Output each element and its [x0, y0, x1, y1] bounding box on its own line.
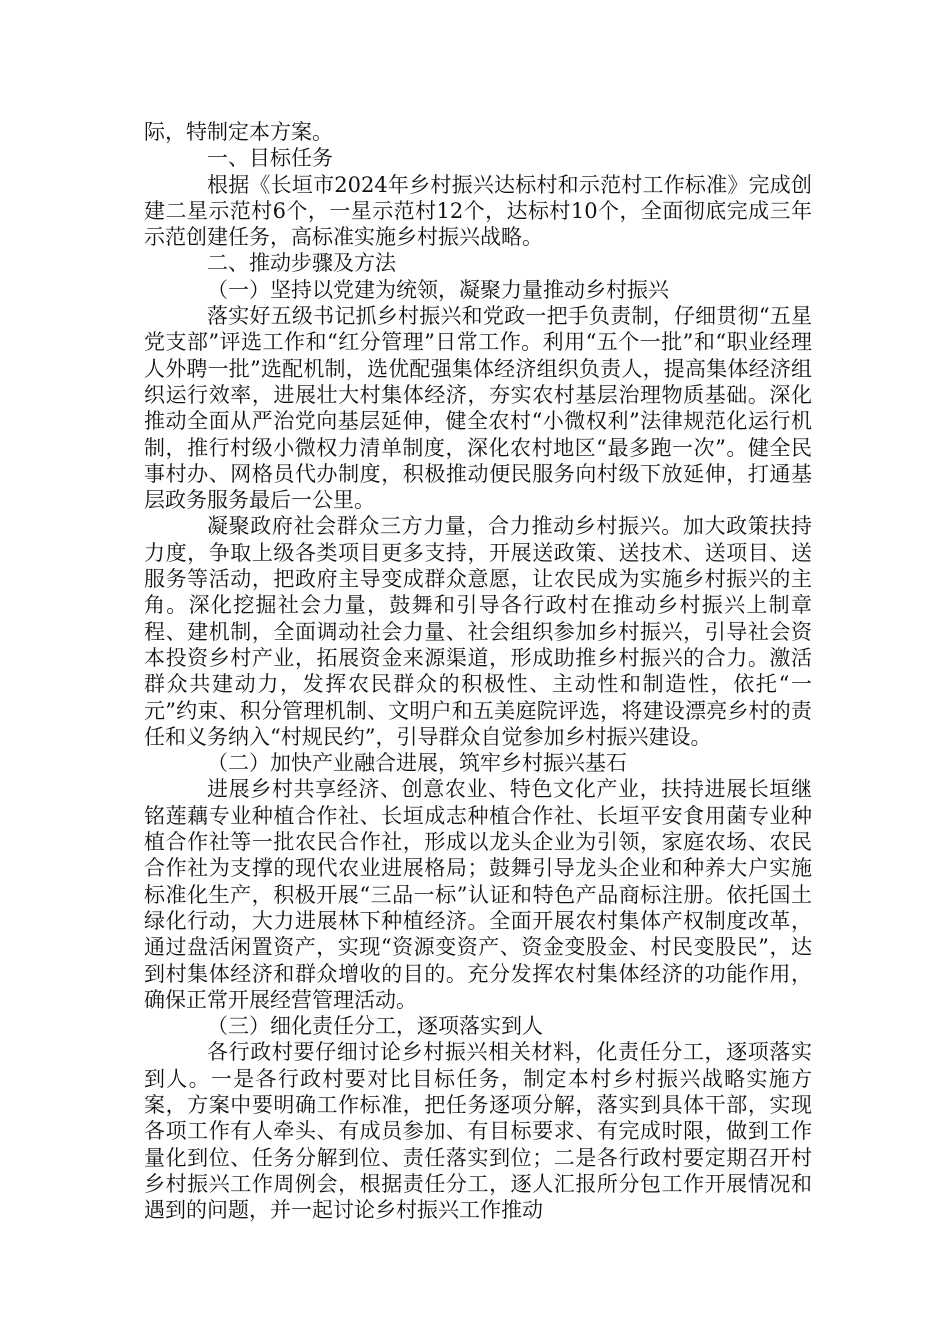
document-body [144, 119, 812, 1223]
paragraph-industry: 进展乡村共享经济、创意农业、特色文化产业，扶持进展长垣继铭莲藕专业种植合作社、长垣成志种植合作社、长垣平安食用菌专业种植合作社等一批农民合作社，形成以龙头企业为引领，家庭农场、农民合作社为支撑的现代农业进展格局；鼓舞引导龙头企业和种养大户实施标准化生产，积极开展“三品一标”认证和特色产品商标注册。依托国土绿化行动，大力进展林下种植经济。全面开展农村集体产权制度改革，通过盘活闲置资产，实现“资源变资产、资金变股金、村民变股民”，达到村集体经济和群众增收的目的。充分发挥农村集体经济的功能作用，确保正常开展经营管理活动。 [144, 777, 812, 1012]
paragraph-three-forces: 凝聚政府社会群众三方力量，合力推动乡村振兴。加大政策扶持力度，争取上级各类项目更多支持，开展送政策、送技术、送项目、送服务等活动，把政府主导变成群众意愿，让农民成为实施乡村振兴的主角。深化挖掘社会力量，鼓舞和引导各行政村在推动乡村振兴上制章程、建机制，全面调动社会力量、社会组织参加乡村振兴，引导社会资本投资乡村产业，拓展资金来源渠道，形成助推乡村振兴的合力。激活群众共建动力，发挥农民群众的积极性、主动性和制造性，依托“一元”约束、积分管理机制、文明户和五美庭院评选，将建设漂亮乡村的责任和义务纳入“村规民约”，引导群众自觉参加乡村振兴建设。 [144, 514, 812, 749]
section-heading-steps: 二、推动步骤及方法 [207, 251, 396, 276]
paragraph-goals: 根据《长垣市2024年乡村振兴达标村和示范村工作标准》完成创建二星示范村6个，一星示范村12个，达标村10个，全面彻底完成三年示范创建任务，高标准实施乡村振兴战略。 [144, 172, 812, 250]
paragraph-responsibility: 各行政村要仔细讨论乡村振兴相关材料，化责任分工，逐项落实到人。一是各行政村要对比目标任务，制定本村乡村振兴战略实施方案，方案中要明确工作标准，把任务逐项分解，落实到具体干部，实现各项工作有人牵头、有成员参加、有目标要求、有完成时限，做到工作量化到位、任务分解到位、责任落实到位；二是各行政村要定期召开村乡村振兴工作周例会，根据责任分工，逐人汇报所分包工作开展情况和遇到的问题，并一起讨论乡村振兴工作推动 [144, 1040, 812, 1223]
subheading-party-building: （一）坚持以党建为统领，凝聚力量推动乡村振兴 [207, 277, 669, 302]
paragraph-continuation: 际，特制定本方案。 [144, 120, 333, 144]
section-heading-goals: 一、目标任务 [207, 146, 333, 171]
subheading-industry: （二）加快产业融合进展，筑牢乡村振兴基石 [207, 751, 627, 776]
subheading-responsibility: （三）细化责任分工，逐项落实到人 [207, 1014, 543, 1039]
paragraph-party-building: 落实好五级书记抓乡村振兴和党政一把手负责制，仔细贯彻“五星党支部”评选工作和“红分管理”日常工作。利用“五个一批”和“职业经理人外聘一批”选配机制，选优配强集体经济组织负责人，提高集体经济组织运行效率，进展壮大村集体经济，夯实农村基层治理物质基础。深化推动全面从严治党向基层延伸，健全农村“小微权利”法律规范化运行机制，推行村级小微权力清单制度，深化农村地区“最多跑一次”。健全民事村办、网格员代办制度，积极推动便民服务向村级下放延伸，打通基层政务服务最后一公里。 [144, 304, 812, 513]
